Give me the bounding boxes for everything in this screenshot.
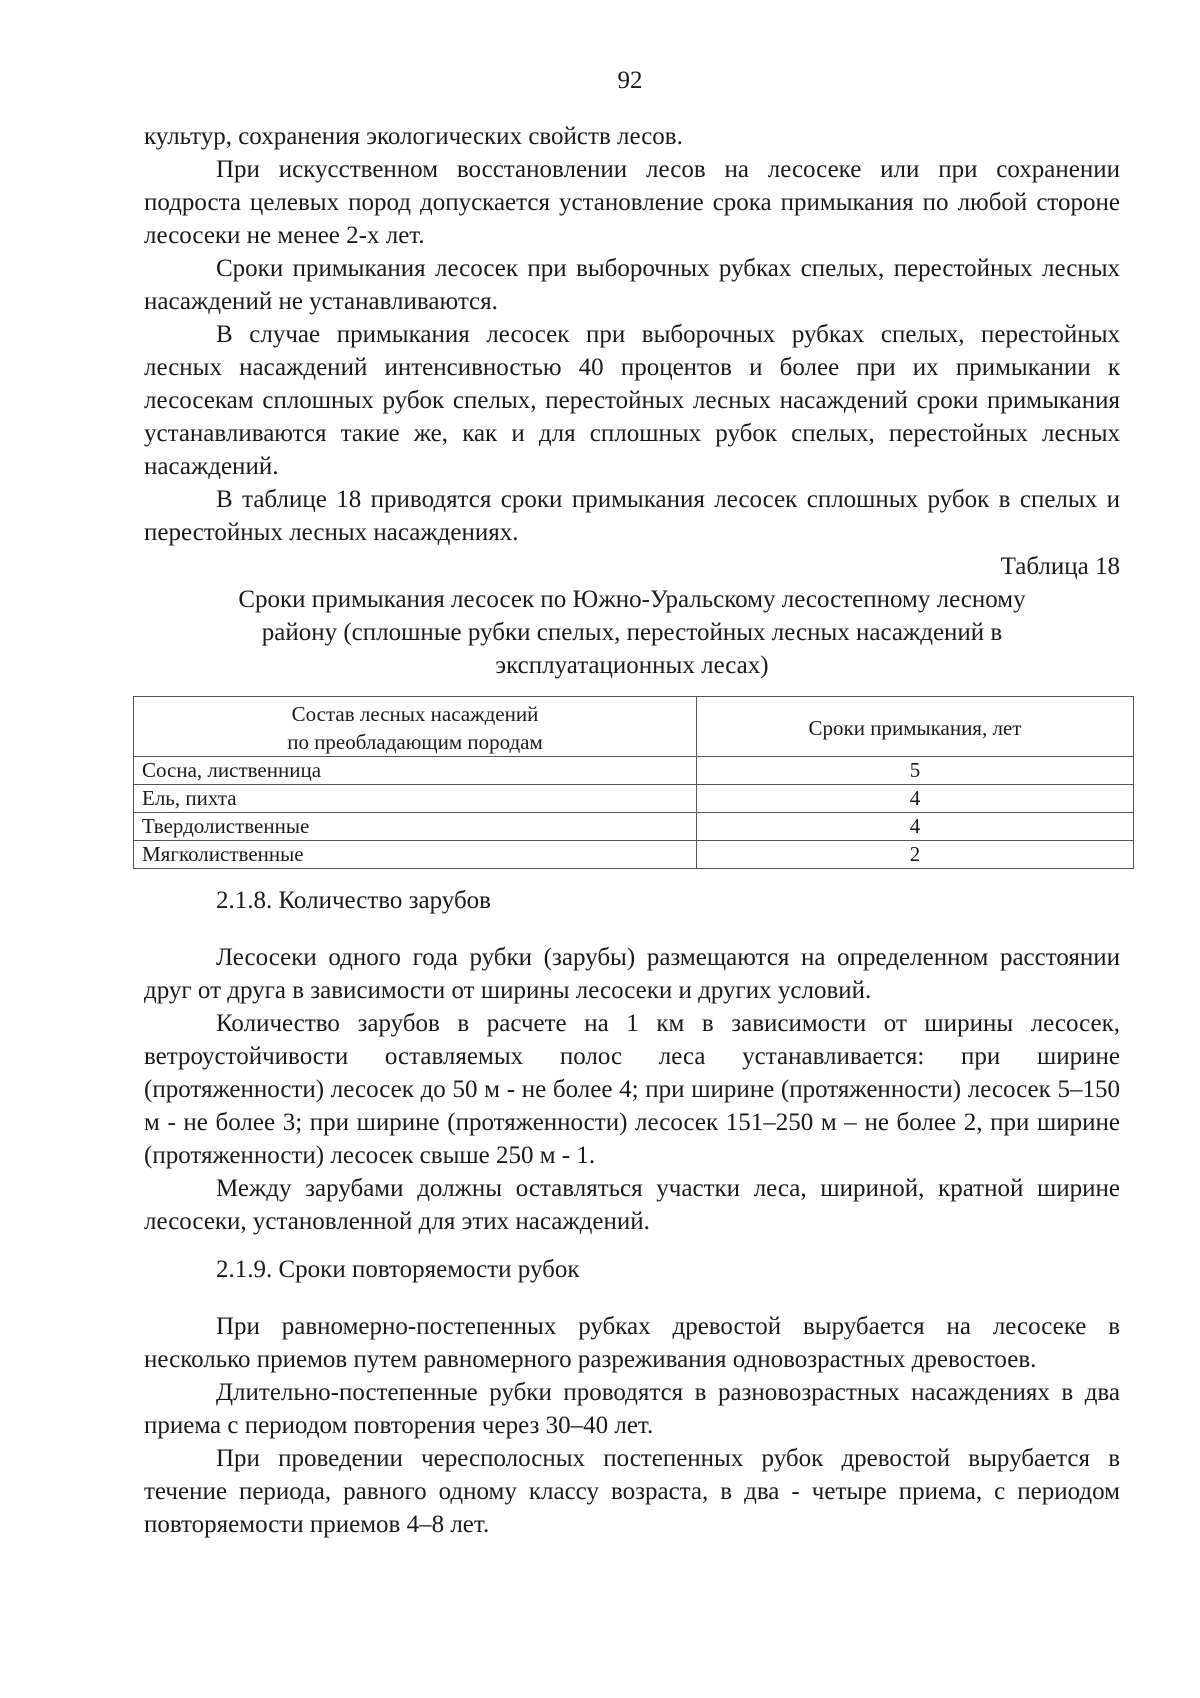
adjacency-table	[133, 696, 1134, 869]
cell-years: 2	[697, 841, 1134, 869]
table-header-row	[134, 697, 1134, 757]
paragraph: культур, сохранения экологических свойств лесов.	[144, 123, 683, 150]
section-heading: 2.1.8. Количество зарубов	[216, 887, 491, 914]
cell-species: Твердолиственные	[134, 813, 697, 841]
page-number: 92	[617, 67, 643, 94]
paragraph: Сроки примыкания лесосек при выборочных рубках спелых, перестойных лесных насаждений не устанавливаются.	[144, 255, 1120, 315]
paragraph: При равномерно-постепенных рубках древостой вырубается на лесосеке в несколько приемов путем равномерного разреживания одновозрастных древостоев.	[144, 1313, 1120, 1373]
paragraph: Между зарубами должны оставляться участки леса, шириной, кратной ширине лесосеки, установленной для этих насаждений.	[144, 1175, 1120, 1235]
paragraph: Лесосеки одного года рубки (зарубы) размещаются на определенном расстоянии друг от друга в зависимости от ширины лесосеки и других условий.	[144, 944, 1120, 1004]
table-label: Таблица 18	[1000, 553, 1120, 580]
header-text: по преобладающим породам	[287, 730, 543, 754]
cell-species: Ель, пихта	[134, 785, 697, 813]
table-title-line: Сроки примыкания лесосек по Южно-Уральскому лесостепному лесному	[238, 586, 1026, 613]
paragraph: При проведении чересполосных постепенных рубок древостой вырубается в течение периода, равного одному классу возраста, в два - четыре приема, с периодом повторяемости приемов 4–8 лет.	[144, 1445, 1120, 1538]
paragraph: При искусственном восстановлении лесов на лесосеке или при сохранении подроста целевых пород допускается установление срока примыкания по любой стороне лесосеки не менее 2-х лет.	[144, 156, 1120, 249]
table-title	[182, 583, 1082, 682]
table-row	[134, 841, 1134, 869]
paragraph: Длительно-постепенные рубки проводятся в разновозрастных насаждениях в два приема с периодом повторения через 30–40 лет.	[144, 1379, 1120, 1439]
table-row	[134, 813, 1134, 841]
cell-years: 4	[697, 785, 1134, 813]
paragraph: В случае примыкания лесосек при выборочных рубках спелых, перестойных лесных насаждений интенсивностью 40 процентов и более при их примыкании к лесосекам сплошных рубок спелых, перестойных лесных насаждений сроки примыкания устанавливаются такие же, как и для сплошных рубок спелых, перестойных лесных насаждений.	[144, 321, 1120, 480]
cell-species: Мягколиственные	[134, 841, 697, 869]
paragraph: В таблице 18 приводятся сроки примыкания лесосек сплошных рубок в спелых и перестойных лесных насаждениях.	[144, 486, 1120, 546]
cell-years: 4	[697, 813, 1134, 841]
header-text: Состав лесных насаждений	[291, 702, 539, 726]
table-row	[134, 785, 1134, 813]
table-title-line: эксплуатационных лесах)	[495, 652, 769, 679]
paragraph: Количество зарубов в расчете на 1 км в зависимости от ширины лесосек, ветроустойчивости оставляемых полос леса устанавливается: при ширине (протяженности) лесосек до 50 м - не более 4; при ширине (протяженности) лесосек 5–150 м - не более 3; при ширине (протяженности) лесосек 151–250 м – не более 2, при ширине (протяженности) лесосек свыше 250 м - 1.	[144, 1010, 1120, 1169]
table-header-species	[134, 697, 697, 757]
table-header-years: Сроки примыкания, лет	[697, 697, 1134, 757]
table-title-line: району (сплошные рубки спелых, перестойных лесных насаждений в	[261, 619, 1003, 646]
table-row	[134, 757, 1134, 785]
section-heading: 2.1.9. Сроки повторяемости рубок	[216, 1256, 580, 1283]
cell-species: Сосна, лиственница	[134, 757, 697, 785]
document-body	[144, 120, 1120, 1541]
cell-years: 5	[697, 757, 1134, 785]
